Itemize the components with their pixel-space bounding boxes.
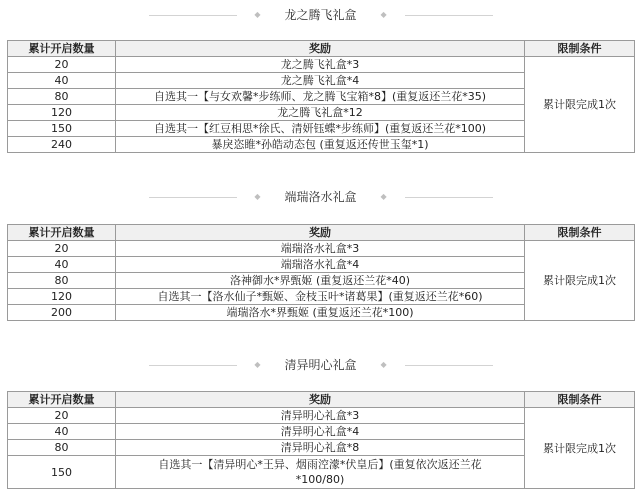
cell-reward: 清异明心礼盒*3 [116,408,525,424]
reward-table [7,40,635,153]
cell-reward: 龙之腾飞礼盒*3 [116,57,525,73]
table-row [8,57,635,73]
title-divider-right [405,365,493,366]
header-limit: 限制条件 [525,41,635,57]
title-divider-left [149,365,237,366]
title-divider-left [149,15,237,16]
cell-count: 120 [8,289,116,305]
cell-reward: 清异明心礼盒*4 [116,424,525,440]
cell-reward [116,456,525,489]
cell-reward-line: 自选其一【清异明心*王异、烟雨涳濛*伏皇后】(重复依次返还兰花 [158,458,482,471]
section-qingyi [7,353,634,489]
cell-reward: 龙之腾飞礼盒*12 [116,105,525,121]
title-dot-left-icon: ◆ [254,192,261,201]
section-duanrui [7,185,634,321]
section-title-text: 清异明心礼盒 [284,358,357,372]
cell-count: 20 [8,408,116,424]
title-dot-right-icon: ◆ [380,10,387,19]
reward-table [7,224,635,321]
cell-count: 40 [8,257,116,273]
cell-count: 20 [8,241,116,257]
reward-table [7,391,635,489]
cell-count: 150 [8,456,116,489]
section-title-text: 龙之腾飞礼盒 [284,8,357,22]
cell-reward: 端瑞洛水礼盒*4 [116,257,525,273]
cell-limit: 累计限完成1次 [525,241,635,321]
cell-reward: 暴戾恣睢*孙皓动态包 (重复返还传世玉玺*1) [116,137,525,153]
cell-count: 40 [8,73,116,89]
cell-count: 80 [8,89,116,105]
title-dot-left-icon: ◆ [254,10,261,19]
cell-count: 80 [8,273,116,289]
table-row [8,408,635,424]
cell-reward: 自选其一【与女欢馨*步练师、龙之腾飞宝箱*8】(重复返还兰花*35) [116,89,525,105]
cell-reward-line: *100/80) [295,473,345,486]
section-title-text: 端瑞洛水礼盒 [284,190,357,204]
header-count: 累计开启数量 [8,392,116,408]
header-count: 累计开启数量 [8,41,116,57]
header-limit: 限制条件 [525,225,635,241]
table-header-row [8,392,635,408]
cell-count: 240 [8,137,116,153]
section-title [7,3,634,27]
title-dot-right-icon: ◆ [380,360,387,369]
cell-reward: 自选其一【红豆相思*徐氏、清妍钰蝶*步练师】(重复返还兰花*100) [116,121,525,137]
cell-reward: 自选其一【洛水仙子*甄姬、金枝玉叶*诸葛果】(重复返还兰花*60) [116,289,525,305]
table-header-row [8,41,635,57]
cell-count: 80 [8,440,116,456]
title-dot-right-icon: ◆ [380,192,387,201]
section-title [7,353,634,377]
table-header-row [8,225,635,241]
header-count: 累计开启数量 [8,225,116,241]
header-reward: 奖励 [116,225,525,241]
cell-reward: 清异明心礼盒*8 [116,440,525,456]
cell-reward: 端瑞洛水*界甄姬 (重复返还兰花*100) [116,305,525,321]
cell-count: 120 [8,105,116,121]
cell-count: 40 [8,424,116,440]
title-divider-right [405,197,493,198]
cell-limit: 累计限完成1次 [525,57,635,153]
cell-count: 200 [8,305,116,321]
cell-reward: 洛神御水*界甄姬 (重复返还兰花*40) [116,273,525,289]
section-title [7,185,634,209]
title-divider-right [405,15,493,16]
cell-limit: 累计限完成1次 [525,408,635,489]
header-limit: 限制条件 [525,392,635,408]
table-row [8,241,635,257]
cell-reward: 端瑞洛水礼盒*3 [116,241,525,257]
header-reward: 奖励 [116,392,525,408]
title-divider-left [149,197,237,198]
title-dot-left-icon: ◆ [254,360,261,369]
cell-reward: 龙之腾飞礼盒*4 [116,73,525,89]
cell-count: 150 [8,121,116,137]
section-longzhi [7,3,634,153]
cell-count: 20 [8,57,116,73]
header-reward: 奖励 [116,41,525,57]
